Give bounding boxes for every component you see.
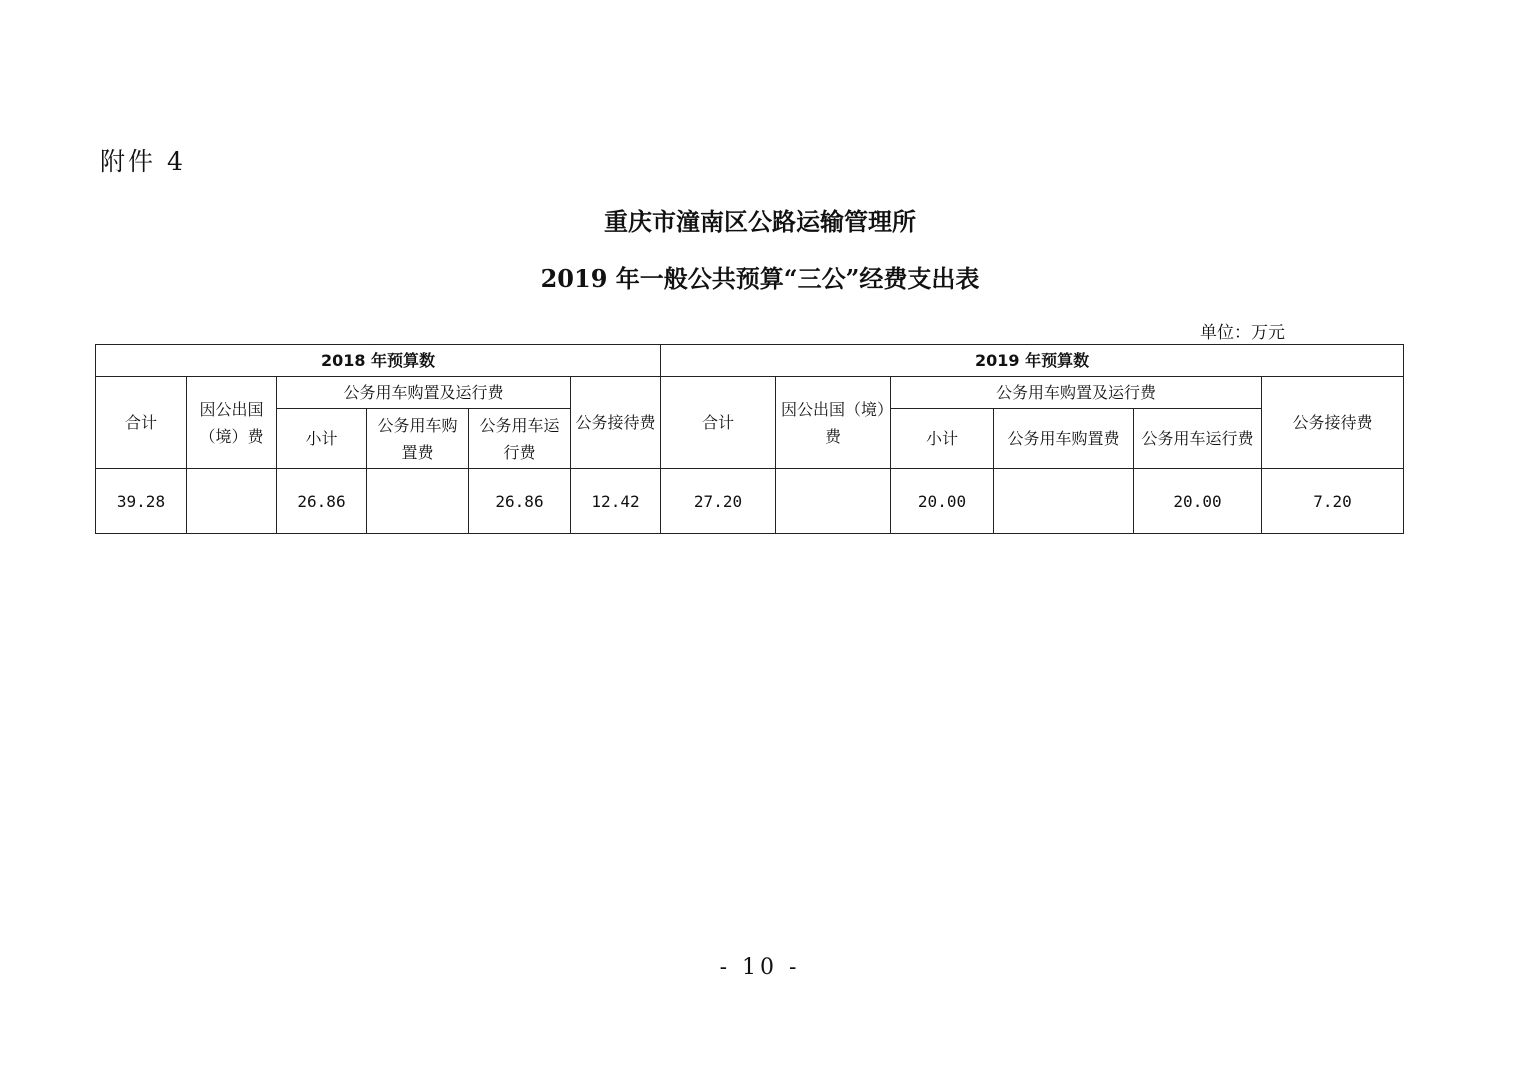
table-header-row bbox=[96, 377, 1404, 409]
attachment-label: 附件 4 bbox=[100, 147, 186, 176]
group-header-2018: 2018 年预算数 bbox=[96, 345, 661, 377]
cell-2019-vehicle-purchase bbox=[994, 469, 1134, 534]
header-2018-vehicle-group: 公务用车购置及运行费 bbox=[277, 377, 571, 409]
group-header-2019: 2019 年预算数 bbox=[661, 345, 1404, 377]
cell-2019-subtotal: 20.00 bbox=[891, 469, 994, 534]
page-number: - 10 - bbox=[719, 955, 801, 980]
cell-2018-total: 39.28 bbox=[96, 469, 187, 534]
document-subtitle: 2019 年一般公共预算“三公”经费支出表 bbox=[540, 264, 980, 293]
table-group-header-row bbox=[96, 345, 1404, 377]
cell-2018-reception: 12.42 bbox=[571, 469, 661, 534]
header-2018-subtotal: 小计 bbox=[277, 409, 367, 469]
header-2018-vehicle-operation: 公务用车运行费 bbox=[469, 409, 571, 469]
header-2019-total: 合计 bbox=[661, 377, 776, 469]
cell-2018-vehicle-operation: 26.86 bbox=[469, 469, 571, 534]
header-2019-reception: 公务接待费 bbox=[1262, 377, 1404, 469]
cell-2019-abroad bbox=[776, 469, 891, 534]
header-2018-abroad: 因公出国（境）费 bbox=[187, 377, 277, 469]
cell-2019-total: 27.20 bbox=[661, 469, 776, 534]
cell-2018-vehicle-purchase bbox=[367, 469, 469, 534]
header-2019-vehicle-group: 公务用车购置及运行费 bbox=[891, 377, 1262, 409]
header-2019-vehicle-operation: 公务用车运行费 bbox=[1134, 409, 1262, 469]
cell-2018-subtotal: 26.86 bbox=[277, 469, 367, 534]
document-title: 重庆市潼南区公路运输管理所 bbox=[604, 207, 916, 236]
header-2019-vehicle-purchase: 公务用车购置费 bbox=[994, 409, 1134, 469]
unit-label: 单位：万元 bbox=[1200, 323, 1285, 343]
budget-table bbox=[95, 344, 1404, 534]
header-2018-reception: 公务接待费 bbox=[571, 377, 661, 469]
header-2019-abroad: 因公出国（境）费 bbox=[776, 377, 891, 469]
header-2018-total: 合计 bbox=[96, 377, 187, 469]
table-row bbox=[96, 469, 1404, 534]
cell-2019-reception: 7.20 bbox=[1262, 469, 1404, 534]
header-2019-subtotal: 小计 bbox=[891, 409, 994, 469]
cell-2019-vehicle-operation: 20.00 bbox=[1134, 469, 1262, 534]
cell-2018-abroad bbox=[187, 469, 277, 534]
header-2018-vehicle-purchase: 公务用车购置费 bbox=[367, 409, 469, 469]
